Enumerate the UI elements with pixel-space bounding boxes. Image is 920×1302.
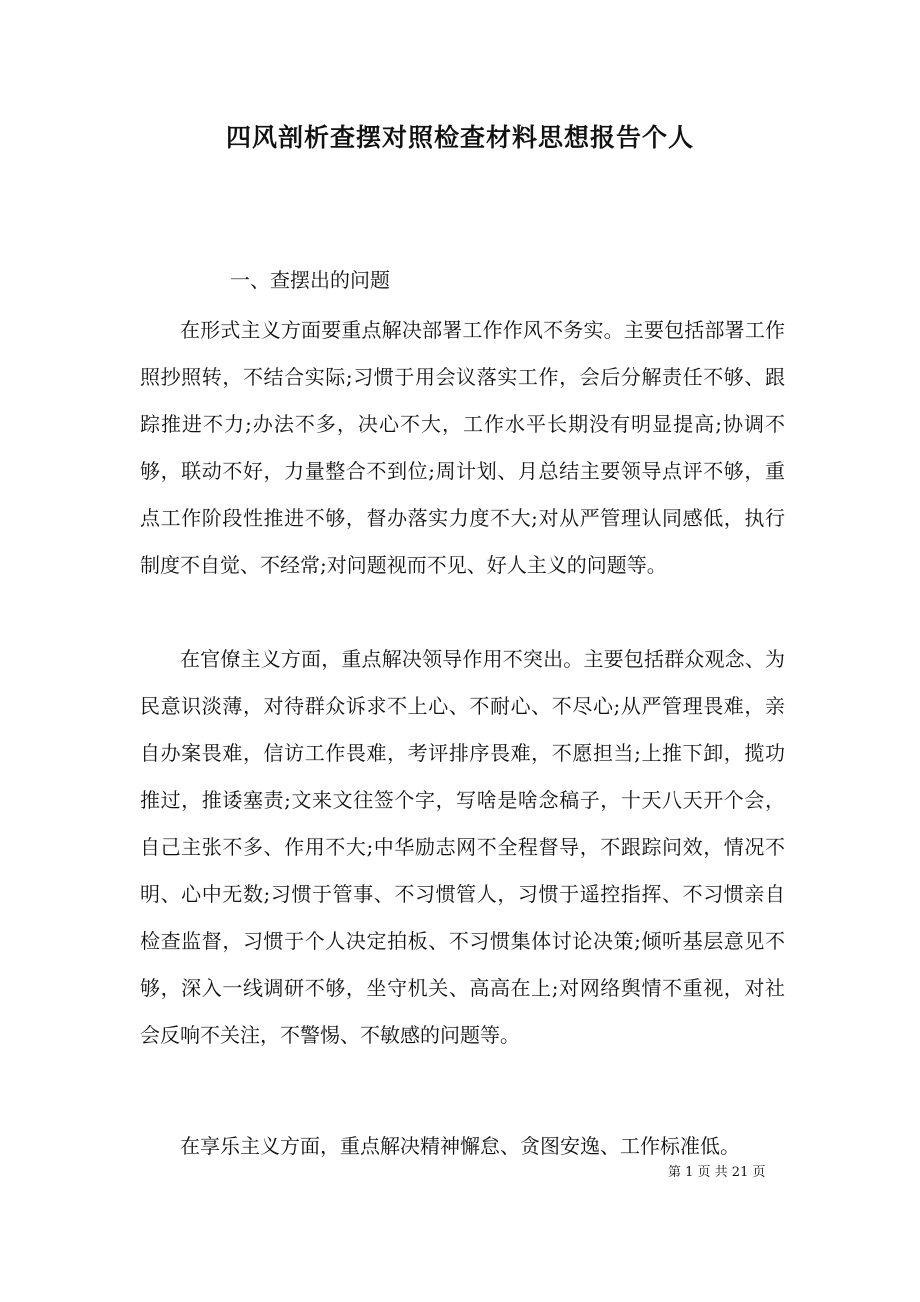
paragraph-bureaucratism: 在官僚主义方面，重点解决领导作用不突出。主要包括群众观念、为民意识淡薄，对待群众诉求不上心、不耐心、不尽心;从严管理畏难，亲自办案畏难，信访工作畏难，考评排序畏难，不愿担当;上推下卸，揽功推过，推诿塞责;文来文往签个字，写啥是啥念稿子，十天八天开个会，自己主张不多、作用不大;中华励志网不全程督导，不跟踪问效，情况不明、心中无数;习惯于管事、不习惯管人，习惯于遥控指挥、不习惯亲自检查监督，习惯于个人决定拍板、不习惯集体讨论决策;倾听基层意见不够，深入一线调研不够，坐守机关、高高在上;对网络舆情不重视，对社会反响不关注，不警惕、不敏感的问题等。	[140, 647, 785, 1047]
section-heading: 一、查摆出的问题	[230, 268, 390, 292]
paragraph-formalism: 在形式主义方面要重点解决部署工作作风不务实。主要包括部署工作照抄照转，不结合实际;习惯于用会议落实工作，会后分解责任不够、跟踪推进不力;办法不多，决心不大，工作水平长期没有明显提高;协调不够，联动不好，力量整合不到位;周计划、月总结主要领导点评不够，重点工作阶段性推进不够，督办落实力度不大;对从严管理认同感低，执行制度不自觉、不经常;对问题视而不见、好人主义的问题等。	[140, 318, 785, 577]
document-title: 四风剖析查摆对照检查材料思想报告个人	[225, 123, 694, 152]
paragraph-hedonism: 在享乐主义方面，重点解决精神懈怠、贪图安逸、工作标准低。	[180, 1134, 740, 1158]
page-number-footer: 第 1 页 共 21 页	[668, 1165, 766, 1180]
